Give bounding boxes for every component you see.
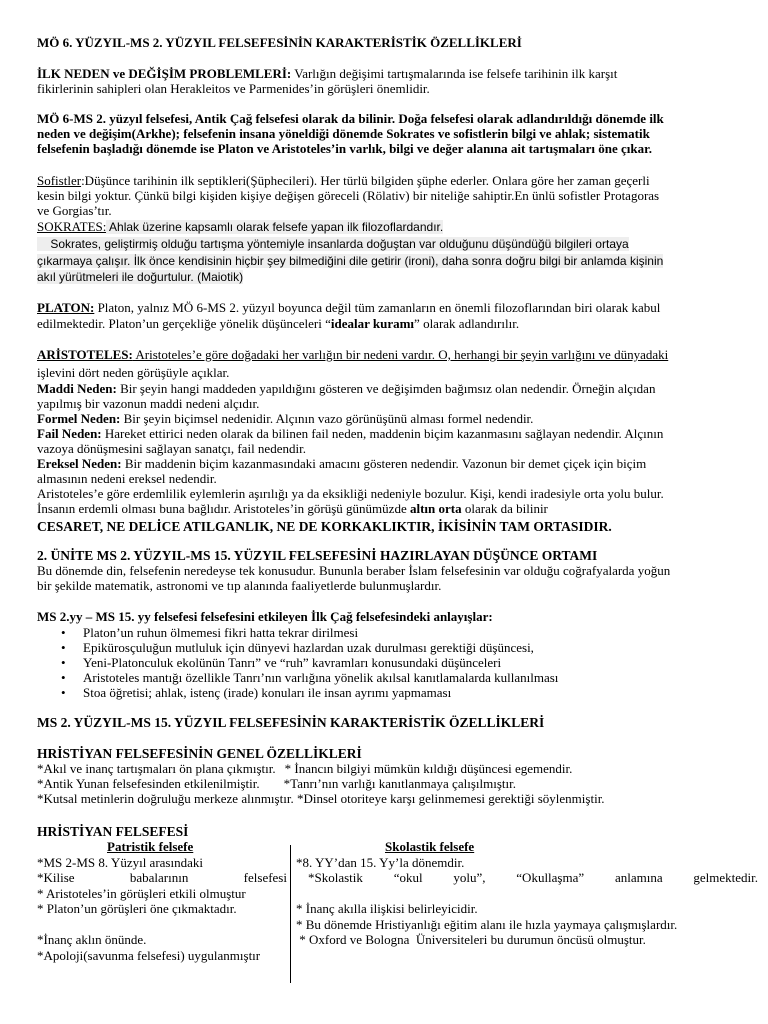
sokrates-label: SOKRATES: xyxy=(37,219,107,234)
patristic-line: *MS 2-MS 8. Yüzyıl arasındaki xyxy=(37,854,203,870)
unit2-heading: 2. ÜNİTE MS 2. YÜZYIL-MS 15. YÜZYIL FELSEFESİNİ HAZIRLAYAN DÜŞÜNCE ORTAMI xyxy=(37,548,598,563)
aristo-paragraph xyxy=(37,346,737,382)
patristic-line: *İnanç aklın önünde. xyxy=(37,932,147,947)
altin-orta-term: altın orta xyxy=(409,501,462,516)
sokrates-text: Ahlak üzerine kapsamlı olarak felsefe yapan ilk filozoflardandır. xyxy=(106,220,444,234)
scholastic-column xyxy=(296,839,758,948)
christian-general-text: *Kutsal metinlerin doğruluğu merkeze alınmıştır. *Dinsel otoriteye karşı gelinmemesi gerektiği söylenmiştir. xyxy=(37,791,605,806)
christian-general-section xyxy=(37,746,737,806)
list-item xyxy=(37,625,737,640)
platon-paragraph xyxy=(37,300,737,332)
cause-text: Bir şeyin biçimsel nedenidir. Alçının vazo görünüşünü alması formel nedendir. xyxy=(120,411,534,426)
influences-section xyxy=(37,609,737,700)
bullet-icon: • xyxy=(61,685,66,700)
influences-list xyxy=(37,625,737,700)
bullet-icon: • xyxy=(61,655,66,670)
intro-heading: İLK NEDEN ve DEĞİŞİM PROBLEMLERİ: xyxy=(37,66,292,81)
scholastic-title: Skolastik felsefe xyxy=(385,839,475,854)
cause-text: Hareket ettirici neden olarak da bilinen fail neden, maddenin biçim kazanmasını sağlayan nedendir. Alçının xyxy=(101,426,664,441)
aristo-label: ARİSTOTELES: xyxy=(37,347,133,362)
ethics-text: olarak da bilinir xyxy=(461,501,548,516)
sofist-paragraph xyxy=(37,173,737,218)
unit2-text: bir şekilde matematik, astronomi ve tıp alanında faaliyetlerde bulunmuşlardır. xyxy=(37,578,442,593)
list-item-text: Epikürosçuluğun mutluluk için dünyevi hazlardan uzak durulması gerektiği düşüncesi, xyxy=(83,640,534,655)
influences-heading: MS 2.yy – MS 15. yy felsefesi felsefesini etkileyen İlk Çağ felsefesindeki anlayışlar: xyxy=(37,609,493,624)
cause-label: Fail Neden: xyxy=(37,426,102,441)
sofist-label: Sofistler xyxy=(37,173,82,188)
cause-text: vazoya dönüşmesini sağlayan sanatçı, fail nedendir. xyxy=(37,441,306,456)
scholastic-line: * Oxford ve Bologna Üniversiteleri bu durumun öncüsü olmuştur. xyxy=(296,932,646,947)
aristo-text: Aristoteles’e göre doğadaki her varlığın bir nedeni vardır. O, herhangi bir şeyin varlığını ve dünyadaki xyxy=(132,347,669,362)
ethics-text: Aristoteles’e göre erdemlilik eylemlerin aşırılığı ya da eksikliği nedeniyle bozulur. Kişi, kendi iradesiyle orta yolu bulur. xyxy=(37,486,664,501)
scholastic-line: *Skolastik “okul yolu”, “Okullaşma” anlamına gelmektedir. xyxy=(308,870,758,885)
bullet-icon: • xyxy=(61,640,66,655)
patristic-line: * Aristoteles’in görüşleri etkili olmuştur xyxy=(37,885,246,901)
bullet-icon: • xyxy=(61,670,66,685)
christian-general-text: *Tanrı’nın varlığı kanıtlanmaya çalışılmıştır. xyxy=(283,776,516,791)
unit2-section xyxy=(37,548,737,593)
bullet-icon: • xyxy=(61,625,66,640)
causes-list xyxy=(37,381,737,516)
sokrates-text: çıkarmaya çalışır. İlk önce kendisinin hiçbir şey bilmediğini dile getirir (ironi), daha sonra doğru bilgi bir anlamda kişinin xyxy=(37,253,664,268)
intro-text-1: Varlığın değişimi tartışmalarında ise felsefe tarihinin ilk karşıt xyxy=(291,66,618,81)
christian-general-heading: HRİSTİYAN FELSEFESİNİN GENEL ÖZELLİKLERİ xyxy=(37,746,362,761)
platon-text: Platon, yalnız MÖ 6-MS 2. yüzyıl boyunca değil tüm zamanların en önemli filozoflarından biri olarak kabul xyxy=(94,300,661,315)
summary-line: felsefenin başladığı dönemde ise Platon ve Aristoteles’in varlık, bilgi ve değer alanına ait tartışmaları öne çıkar. xyxy=(37,141,652,156)
cause-text: almasının nedeni ereksel nedendir. xyxy=(37,471,217,486)
sofist-text: kesin bilgi yoktur. Çünkü bilgi kişiden kişiye değişen göreceli (Rölativ) bir niteliğe sahiptir.En ünlü sofistler Protagoras xyxy=(37,188,660,203)
christian-general-text: *Antik Yunan felsefesinden etkilenilmiştir. xyxy=(37,776,260,791)
patristic-title: Patristik felsefe xyxy=(107,839,194,854)
cause-label: Ereksel Neden: xyxy=(37,456,122,471)
sokrates-text: akıl yürütmeleri ile doğurtulur. (Maiotik) xyxy=(37,270,244,284)
platon-label: PLATON: xyxy=(37,300,95,315)
intro-text-2: fikirlerinin sahipleri olan Herakleitos ve Parmenides’in görüşleri önemlidir. xyxy=(37,81,430,96)
platon-text: ” olarak adlandırılır. xyxy=(414,316,520,331)
cause-label: Maddi Neden: xyxy=(37,381,117,396)
page-title: MÖ 6. YÜZYIL-MS 2. YÜZYIL FELSEFESİNİN KARAKTERİSTİK ÖZELLİKLERİ xyxy=(37,35,522,50)
column-divider xyxy=(290,845,291,983)
sofist-text: :Düşünce tarihinin ilk septikleri(Şüphecileri). Her türlü bilgiden şüphe ederler. Onlara göre her zaman geçerli xyxy=(81,173,650,188)
patristic-line: * Platon’un görüşleri öne çıkmaktadır. xyxy=(37,901,237,916)
sofist-text: ve Gorgias’tır. xyxy=(37,203,112,218)
summary-line: neden ve değişim(Arkhe); felsefenin insana yöneldiği dönemde Sokrates ve sofistlerin bilgi ve ahlak; sistematik xyxy=(37,126,650,141)
cause-text: Bir şeyin hangi maddeden yapıldığını gösteren ve değişimden bağımsız olan nedendir. Örneğin alçıdan xyxy=(116,381,656,396)
aristo-text: işlevini dört neden görüşüyle açıklar. xyxy=(37,365,230,380)
cause-label: Formel Neden: xyxy=(37,411,121,426)
list-item-text: Aristoteles mantığı özellikle Tanrı’nın varlığına yönelik akılsal kanıtlamalarda kullanılması xyxy=(83,670,559,685)
list-item xyxy=(37,685,737,700)
motto: CESARET, NE DELİCE ATILGANLIK, NE DE KORKAKLIKTIR, İKİSİNİN TAM ORTASIDIR. xyxy=(37,519,612,534)
list-item xyxy=(37,655,737,670)
summary-paragraph xyxy=(37,111,737,156)
section-heading-3: MS 2. YÜZYIL-MS 15. YÜZYIL FELSEFESİNİN KARAKTERİSTİK ÖZELLİKLERİ xyxy=(37,715,545,730)
patristic-line: *Apoloji(savunma felsefesi) uygulanmıştır xyxy=(37,947,261,963)
cause-text: yapılmış bir vazonun maddi nedeni alçıdır. xyxy=(37,396,260,411)
list-item-text: Platon’un ruhun ölmemesi fikri hatta tekrar dirilmesi xyxy=(83,625,359,640)
patristic-column xyxy=(37,839,287,963)
scholastic-line: * Bu dönemde Hristiyanlığı eğitim alanı ile hızla yaymaya çalışmışlardır. xyxy=(296,916,678,932)
cause-text: Bir maddenin biçim kazanmasındaki amacını gösteren nedendir. Vazonun bir demet çiçek için biçim xyxy=(121,456,647,471)
summary-line: MÖ 6-MS 2. yüzyıl felsefesi, Antik Çağ felsefesi olarak da bilinir. Doğa felsefesi olarak adlandırıldığı dönemde ilk xyxy=(37,111,664,126)
list-item xyxy=(37,670,737,685)
list-item-text: Yeni-Platonculuk ekolünün Tanrı” ve “ruh” kavramları konusundaki düşünceleri xyxy=(83,655,502,670)
list-item-text: Stoa öğretisi; ahlak, istenç (irade) konuları ile insan ayrımı yapmaması xyxy=(83,685,452,700)
scholastic-line: *8. YY’dan 15. Yy’la dönemdir. xyxy=(296,854,465,870)
list-item xyxy=(37,640,737,655)
scholastic-line: * İnanç akılla ilişkisi belirleyicidir. xyxy=(296,901,478,916)
sokrates-paragraph xyxy=(37,219,737,235)
sokrates-body xyxy=(37,236,737,286)
christian-general-text: *Akıl ve inanç tartışmaları ön plana çıkmıştır. xyxy=(37,761,276,776)
christian-general-text: * İnancın bilgiyi mümkün kıldığı düşüncesi egemendir. xyxy=(284,761,573,776)
christian-phil-heading: HRİSTİYAN FELSEFESİ xyxy=(37,824,189,839)
platon-text: edilmektedir. Platon’un gerçekliğe yönelik düşünceleri “ xyxy=(37,316,331,331)
intro-paragraph xyxy=(37,66,737,96)
sokrates-text: Sokrates, geliştirmiş olduğu tartışma yöntemiyle insanlarda doğuştan var olduğunu düşündüğü bilgileri ortaya xyxy=(37,237,629,251)
idealar-term: idealar kuramı xyxy=(330,316,415,331)
ethics-text: İnsanın erdemli olması buna bağlıdır. Aristoteles’in görüşü günümüzde xyxy=(37,501,410,516)
unit2-text: Bu dönemde din, felsefenin neredeyse tek konusudur. Bununla beraber İslam felsefesinin var olduğu coğrafyalarda yoğun xyxy=(37,563,671,578)
patristic-line: *Kilise babalarının felsefesi xyxy=(37,870,287,885)
